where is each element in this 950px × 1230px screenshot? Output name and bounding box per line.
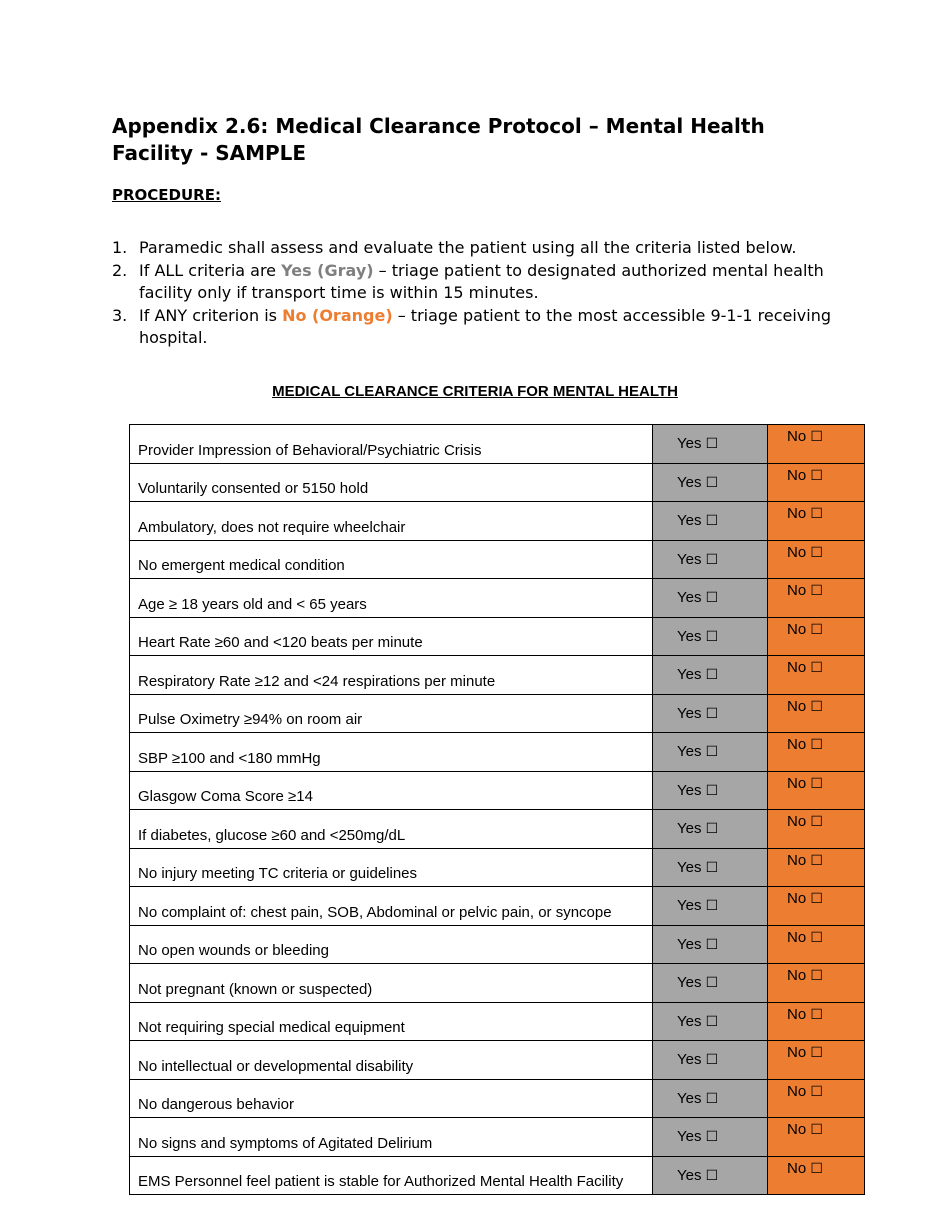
criteria-row xyxy=(130,1002,865,1041)
yes-label: Yes xyxy=(677,1051,702,1069)
step-text-pre: If ANY criterion is xyxy=(139,305,283,325)
no-checkbox-icon[interactable]: ☐ xyxy=(810,1122,823,1138)
criteria-row xyxy=(130,1041,865,1080)
yes-label: Yes xyxy=(677,704,702,722)
yes-label: Yes xyxy=(677,781,702,799)
yes-label: Yes xyxy=(677,589,702,607)
no-checkbox-icon[interactable]: ☐ xyxy=(810,968,823,984)
no-checkbox-cell[interactable] xyxy=(768,694,865,733)
no-label: No xyxy=(787,505,807,522)
no-checkbox-icon[interactable]: ☐ xyxy=(810,660,823,676)
procedure-heading: PROCEDURE: xyxy=(112,186,221,204)
yes-label: Yes xyxy=(677,1166,702,1184)
no-checkbox-cell[interactable] xyxy=(768,617,865,656)
criteria-row xyxy=(130,425,865,464)
yes-checkbox-cell[interactable] xyxy=(653,617,768,656)
criterion-label: Voluntarily consented or 5150 hold xyxy=(130,463,653,502)
no-checkbox-cell[interactable] xyxy=(768,1002,865,1041)
yes-label: Yes xyxy=(677,512,702,530)
no-checkbox-cell[interactable] xyxy=(768,1156,865,1195)
criteria-row xyxy=(130,540,865,579)
yes-checkbox-cell[interactable] xyxy=(653,1156,768,1195)
no-checkbox-icon[interactable]: ☐ xyxy=(810,544,823,561)
criterion-label: No emergent medical condition xyxy=(130,540,653,579)
no-label: No xyxy=(787,697,807,715)
no-checkbox-cell[interactable] xyxy=(768,1079,865,1118)
criteria-table-body xyxy=(130,425,865,1195)
yes-checkbox-icon[interactable]: ☐ xyxy=(705,936,719,953)
yes-checkbox-icon[interactable]: ☐ xyxy=(705,859,719,876)
criteria-row xyxy=(130,617,865,656)
no-checkbox-cell[interactable] xyxy=(768,1041,865,1080)
yes-checkbox-cell[interactable] xyxy=(653,540,768,579)
criteria-row xyxy=(130,502,865,541)
no-label: No xyxy=(787,1044,807,1061)
yes-checkbox-cell[interactable] xyxy=(653,656,768,695)
yes-checkbox-icon[interactable]: ☐ xyxy=(705,705,719,722)
criteria-row xyxy=(130,1156,865,1195)
criteria-row xyxy=(130,656,865,695)
no-checkbox-icon[interactable]: ☐ xyxy=(810,891,823,907)
criteria-row xyxy=(130,925,865,964)
step-text: Paramedic shall assess and evaluate the patient using all the criteria listed below. xyxy=(139,238,797,257)
no-label: No xyxy=(787,428,807,445)
procedure-step-2 xyxy=(112,260,852,305)
criteria-row xyxy=(130,848,865,887)
yes-checkbox-icon[interactable]: ☐ xyxy=(705,975,719,992)
criterion-label: Age ≥ 18 years old and < 65 years xyxy=(130,579,653,618)
no-checkbox-icon[interactable]: ☐ xyxy=(810,737,823,753)
criteria-row xyxy=(130,733,865,772)
table-title: MEDICAL CLEARANCE CRITERIA FOR MENTAL HEALTH xyxy=(272,383,678,400)
yes-label: Yes xyxy=(677,550,702,568)
no-label: No xyxy=(787,466,807,484)
yes-checkbox-icon[interactable]: ☐ xyxy=(705,1090,719,1107)
yes-label: Yes xyxy=(677,974,702,992)
no-label: No xyxy=(787,851,807,869)
no-checkbox-cell[interactable] xyxy=(768,733,865,772)
criteria-row xyxy=(130,771,865,810)
no-checkbox-icon[interactable]: ☐ xyxy=(810,775,823,792)
yes-checkbox-cell[interactable] xyxy=(653,1118,768,1157)
no-label: No xyxy=(787,1159,807,1177)
yes-label: Yes xyxy=(677,858,702,876)
step-text-post: – triage patient to the most accessible 9-1-1 receiving hospital. xyxy=(139,305,831,347)
criterion-label: Provider Impression of Behavioral/Psychiatric Crisis xyxy=(130,425,653,464)
no-checkbox-icon[interactable]: ☐ xyxy=(810,429,823,445)
criteria-row xyxy=(130,1118,865,1157)
criterion-label: No dangerous behavior xyxy=(130,1079,653,1118)
yes-label: Yes xyxy=(677,1089,702,1107)
step-number: 3. xyxy=(112,305,128,325)
no-checkbox-cell[interactable] xyxy=(768,463,865,502)
yes-label: Yes xyxy=(677,627,702,645)
criterion-label: Glasgow Coma Score ≥14 xyxy=(130,771,653,810)
no-checkbox-icon[interactable]: ☐ xyxy=(810,1006,823,1023)
no-label: No xyxy=(787,543,807,561)
no-checkbox-icon[interactable]: ☐ xyxy=(810,1083,823,1100)
yes-checkbox-icon[interactable]: ☐ xyxy=(705,744,719,761)
criterion-label: No injury meeting TC criteria or guidelines xyxy=(130,848,653,887)
no-label: No xyxy=(787,1082,807,1100)
yes-label: Yes xyxy=(677,435,702,453)
criterion-label: Heart Rate ≥60 and <120 beats per minute xyxy=(130,617,653,656)
yes-label: Yes xyxy=(677,1128,702,1146)
no-label: No xyxy=(787,1121,807,1138)
yes-label: Yes xyxy=(677,820,702,838)
criteria-row xyxy=(130,579,865,618)
no-checkbox-icon[interactable]: ☐ xyxy=(810,1160,823,1177)
no-label: No xyxy=(787,1005,807,1023)
yes-checkbox-cell[interactable] xyxy=(653,694,768,733)
yes-checkbox-cell[interactable] xyxy=(653,964,768,1003)
no-label: No xyxy=(787,967,807,984)
no-label: No xyxy=(787,890,807,907)
yes-checkbox-icon[interactable]: ☐ xyxy=(705,628,719,645)
no-checkbox-icon[interactable]: ☐ xyxy=(810,1045,823,1061)
yes-checkbox-cell[interactable] xyxy=(653,925,768,964)
criteria-row xyxy=(130,887,865,926)
yes-checkbox-icon[interactable]: ☐ xyxy=(705,782,719,799)
criteria-row xyxy=(130,463,865,502)
no-checkbox-icon[interactable]: ☐ xyxy=(810,621,823,638)
no-label: No xyxy=(787,620,807,638)
criterion-label: Respiratory Rate ≥12 and <24 respirations per minute xyxy=(130,656,653,695)
step-number: 2. xyxy=(112,260,128,280)
no-checkbox-cell[interactable] xyxy=(768,425,865,464)
yes-checkbox-cell[interactable] xyxy=(653,425,768,464)
no-checkbox-icon[interactable]: ☐ xyxy=(810,929,823,946)
yes-checkbox-icon[interactable]: ☐ xyxy=(705,821,719,838)
no-checkbox-icon[interactable]: ☐ xyxy=(810,814,823,830)
criterion-label: No complaint of: chest pain, SOB, Abdominal or pelvic pain, or syncope xyxy=(130,887,653,926)
no-label: No xyxy=(787,813,807,830)
no-checkbox-cell[interactable] xyxy=(768,771,865,810)
procedure-steps xyxy=(112,237,852,350)
no-checkbox-cell[interactable] xyxy=(768,964,865,1003)
criterion-label: No intellectual or developmental disability xyxy=(130,1041,653,1080)
procedure-step-1 xyxy=(112,237,852,260)
yes-checkbox-cell[interactable] xyxy=(653,848,768,887)
criterion-label: Not pregnant (known or suspected) xyxy=(130,964,653,1003)
no-checkbox-icon[interactable]: ☐ xyxy=(810,698,823,715)
yes-checkbox-cell[interactable] xyxy=(653,579,768,618)
yes-checkbox-cell[interactable] xyxy=(653,810,768,849)
criterion-label: SBP ≥100 and <180 mmHg xyxy=(130,733,653,772)
no-checkbox-cell[interactable] xyxy=(768,540,865,579)
no-label: No xyxy=(787,928,807,946)
yes-label: Yes xyxy=(677,666,702,684)
yes-checkbox-icon[interactable]: ☐ xyxy=(705,1013,719,1030)
no-label: No xyxy=(787,659,807,676)
no-checkbox-cell[interactable] xyxy=(768,1118,865,1157)
criterion-label: Pulse Oximetry ≥94% on room air xyxy=(130,694,653,733)
no-checkbox-icon[interactable]: ☐ xyxy=(810,467,823,484)
no-checkbox-cell[interactable] xyxy=(768,887,865,926)
yes-checkbox-cell[interactable] xyxy=(653,502,768,541)
yes-checkbox-icon[interactable]: ☐ xyxy=(705,436,719,453)
criterion-label: No open wounds or bleeding xyxy=(130,925,653,964)
yes-checkbox-icon[interactable]: ☐ xyxy=(705,1167,719,1184)
yes-checkbox-icon[interactable]: ☐ xyxy=(705,474,719,491)
yes-checkbox-cell[interactable] xyxy=(653,733,768,772)
yes-label: Yes xyxy=(677,743,702,761)
no-label: No xyxy=(787,736,807,753)
yes-checkbox-icon[interactable]: ☐ xyxy=(705,551,719,568)
yes-checkbox-cell[interactable] xyxy=(653,1079,768,1118)
no-checkbox-icon[interactable]: ☐ xyxy=(810,583,823,599)
criterion-label: Not requiring special medical equipment xyxy=(130,1002,653,1041)
procedure-step-3 xyxy=(112,305,852,350)
criterion-label: EMS Personnel feel patient is stable for Authorized Mental Health Facility xyxy=(130,1156,653,1195)
criteria-row xyxy=(130,1079,865,1118)
criteria-table xyxy=(129,424,865,1195)
yes-label: Yes xyxy=(677,1012,702,1030)
step-text-post: – triage patient to designated authorized mental health facility only if transport time is within 15 minutes. xyxy=(139,260,824,302)
criteria-row xyxy=(130,964,865,1003)
yes-checkbox-icon[interactable]: ☐ xyxy=(705,1129,719,1146)
yes-checkbox-cell[interactable] xyxy=(653,771,768,810)
criteria-row xyxy=(130,694,865,733)
no-checkbox-icon[interactable]: ☐ xyxy=(810,852,823,869)
criteria-row xyxy=(130,810,865,849)
no-checkbox-cell[interactable] xyxy=(768,925,865,964)
yes-label: Yes xyxy=(677,935,702,953)
yes-checkbox-icon[interactable]: ☐ xyxy=(705,667,719,684)
no-label: No xyxy=(787,774,807,792)
step-number: 1. xyxy=(112,238,128,257)
yes-label: Yes xyxy=(677,897,702,915)
yes-checkbox-icon[interactable]: ☐ xyxy=(705,1052,719,1069)
criterion-label: Ambulatory, does not require wheelchair xyxy=(130,502,653,541)
yes-checkbox-cell[interactable] xyxy=(653,887,768,926)
yes-checkbox-cell[interactable] xyxy=(653,1002,768,1041)
no-label: No xyxy=(787,582,807,599)
yes-checkbox-cell[interactable] xyxy=(653,1041,768,1080)
yes-label: Yes xyxy=(677,473,702,491)
no-checkbox-cell[interactable] xyxy=(768,848,865,887)
yes-checkbox-icon[interactable]: ☐ xyxy=(705,590,719,607)
no-checkbox-cell[interactable] xyxy=(768,502,865,541)
no-checkbox-icon[interactable]: ☐ xyxy=(810,506,823,522)
no-orange-highlight: No (Orange) xyxy=(282,305,393,325)
criterion-label: No signs and symptoms of Agitated Delirium xyxy=(130,1118,653,1157)
step-text-pre: If ALL criteria are xyxy=(139,260,282,280)
no-checkbox-cell[interactable] xyxy=(768,810,865,849)
yes-checkbox-cell[interactable] xyxy=(653,463,768,502)
no-checkbox-cell[interactable] xyxy=(768,579,865,618)
yes-gray-highlight: Yes (Gray) xyxy=(281,260,374,280)
criterion-label: If diabetes, glucose ≥60 and <250mg/dL xyxy=(130,810,653,849)
yes-checkbox-icon[interactable]: ☐ xyxy=(705,513,719,530)
yes-checkbox-icon[interactable]: ☐ xyxy=(705,898,719,915)
no-checkbox-cell[interactable] xyxy=(768,656,865,695)
page-title: Appendix 2.6: Medical Clearance Protocol – Mental Health Facility - SAMPLE xyxy=(112,114,765,165)
